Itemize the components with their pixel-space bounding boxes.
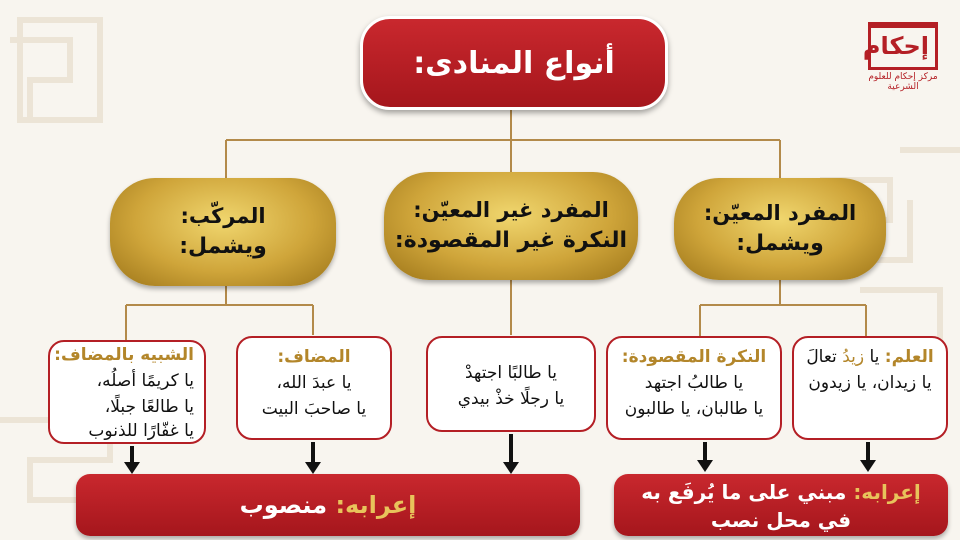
card-line: يا طالبُ اجتهد [644, 373, 744, 393]
card-line: يا عبدَ الله، [276, 373, 352, 393]
card-line: يا زيدان، يا زيدون [808, 373, 932, 393]
card-line: يا طالبان، يا طالبون [624, 399, 764, 419]
card-head: النكرة المقصودة: [621, 347, 767, 367]
result-text: مبني على ما يُرفَع به [641, 480, 847, 504]
result-line-2: في محل نصب [710, 508, 852, 532]
card-line [794, 344, 946, 370]
arrow-down [130, 446, 134, 464]
category-label: المفرد غير المعيّن: [413, 198, 609, 222]
logo-caption: مركز إحكام للعلوم الشرعية [868, 72, 938, 92]
arrow-down [311, 442, 315, 464]
card-mudaf [236, 336, 392, 440]
card-line: يا طالعًا جبلًا، [104, 397, 194, 417]
card-shabih-bil-mudaf [48, 340, 206, 444]
category-label: المفرد المعيّن: [703, 201, 857, 225]
result-label: إعرابه: [853, 480, 921, 504]
category-murakkab [110, 178, 336, 286]
arrow-down [866, 442, 870, 462]
logo-word: إحكام [862, 32, 929, 60]
logo-mark [862, 22, 938, 70]
diagram-title: أنواع المنادى: [360, 16, 668, 110]
arrow-down [703, 442, 707, 462]
card-nakira-maqsuda [606, 336, 782, 440]
result-text: منصوب [239, 491, 328, 519]
category-sublabel: النكرة غير المقصودة: [394, 228, 628, 253]
logo [862, 22, 944, 92]
category-mufrad-ghair-muayyan [384, 172, 638, 280]
category-sublabel: ويشمل: [736, 231, 824, 256]
result-label: إعرابه: [335, 491, 417, 519]
category-mufrad-muayyan [674, 178, 886, 280]
result-mabni [614, 474, 948, 536]
card-line: يا رجلًا خذْ بيدي [457, 389, 565, 409]
card-head: الشبيه بالمضاف: [54, 345, 194, 365]
card-line: يا طالبًا اجتهدْ [464, 363, 558, 383]
category-sublabel: ويشمل: [179, 234, 267, 259]
card-nakira-ghair-maqsuda [426, 336, 596, 432]
card-line: يا كريمًا أصلُه، [96, 371, 194, 391]
arrow-down [509, 434, 513, 464]
card-text: تعالَ [806, 347, 843, 367]
card-head: المضاف: [277, 347, 351, 367]
card-alam [792, 336, 948, 440]
card-highlight: زيدُ [842, 347, 865, 367]
result-line [614, 478, 948, 506]
result-mansub [76, 474, 580, 536]
category-label: المركّب: [180, 204, 266, 228]
card-head: العلم: [884, 347, 934, 367]
card-text: يا [864, 347, 880, 367]
card-line: يا صاحبَ البيت [261, 399, 367, 419]
card-line: يا غفّارًا للذنوب [88, 421, 194, 441]
